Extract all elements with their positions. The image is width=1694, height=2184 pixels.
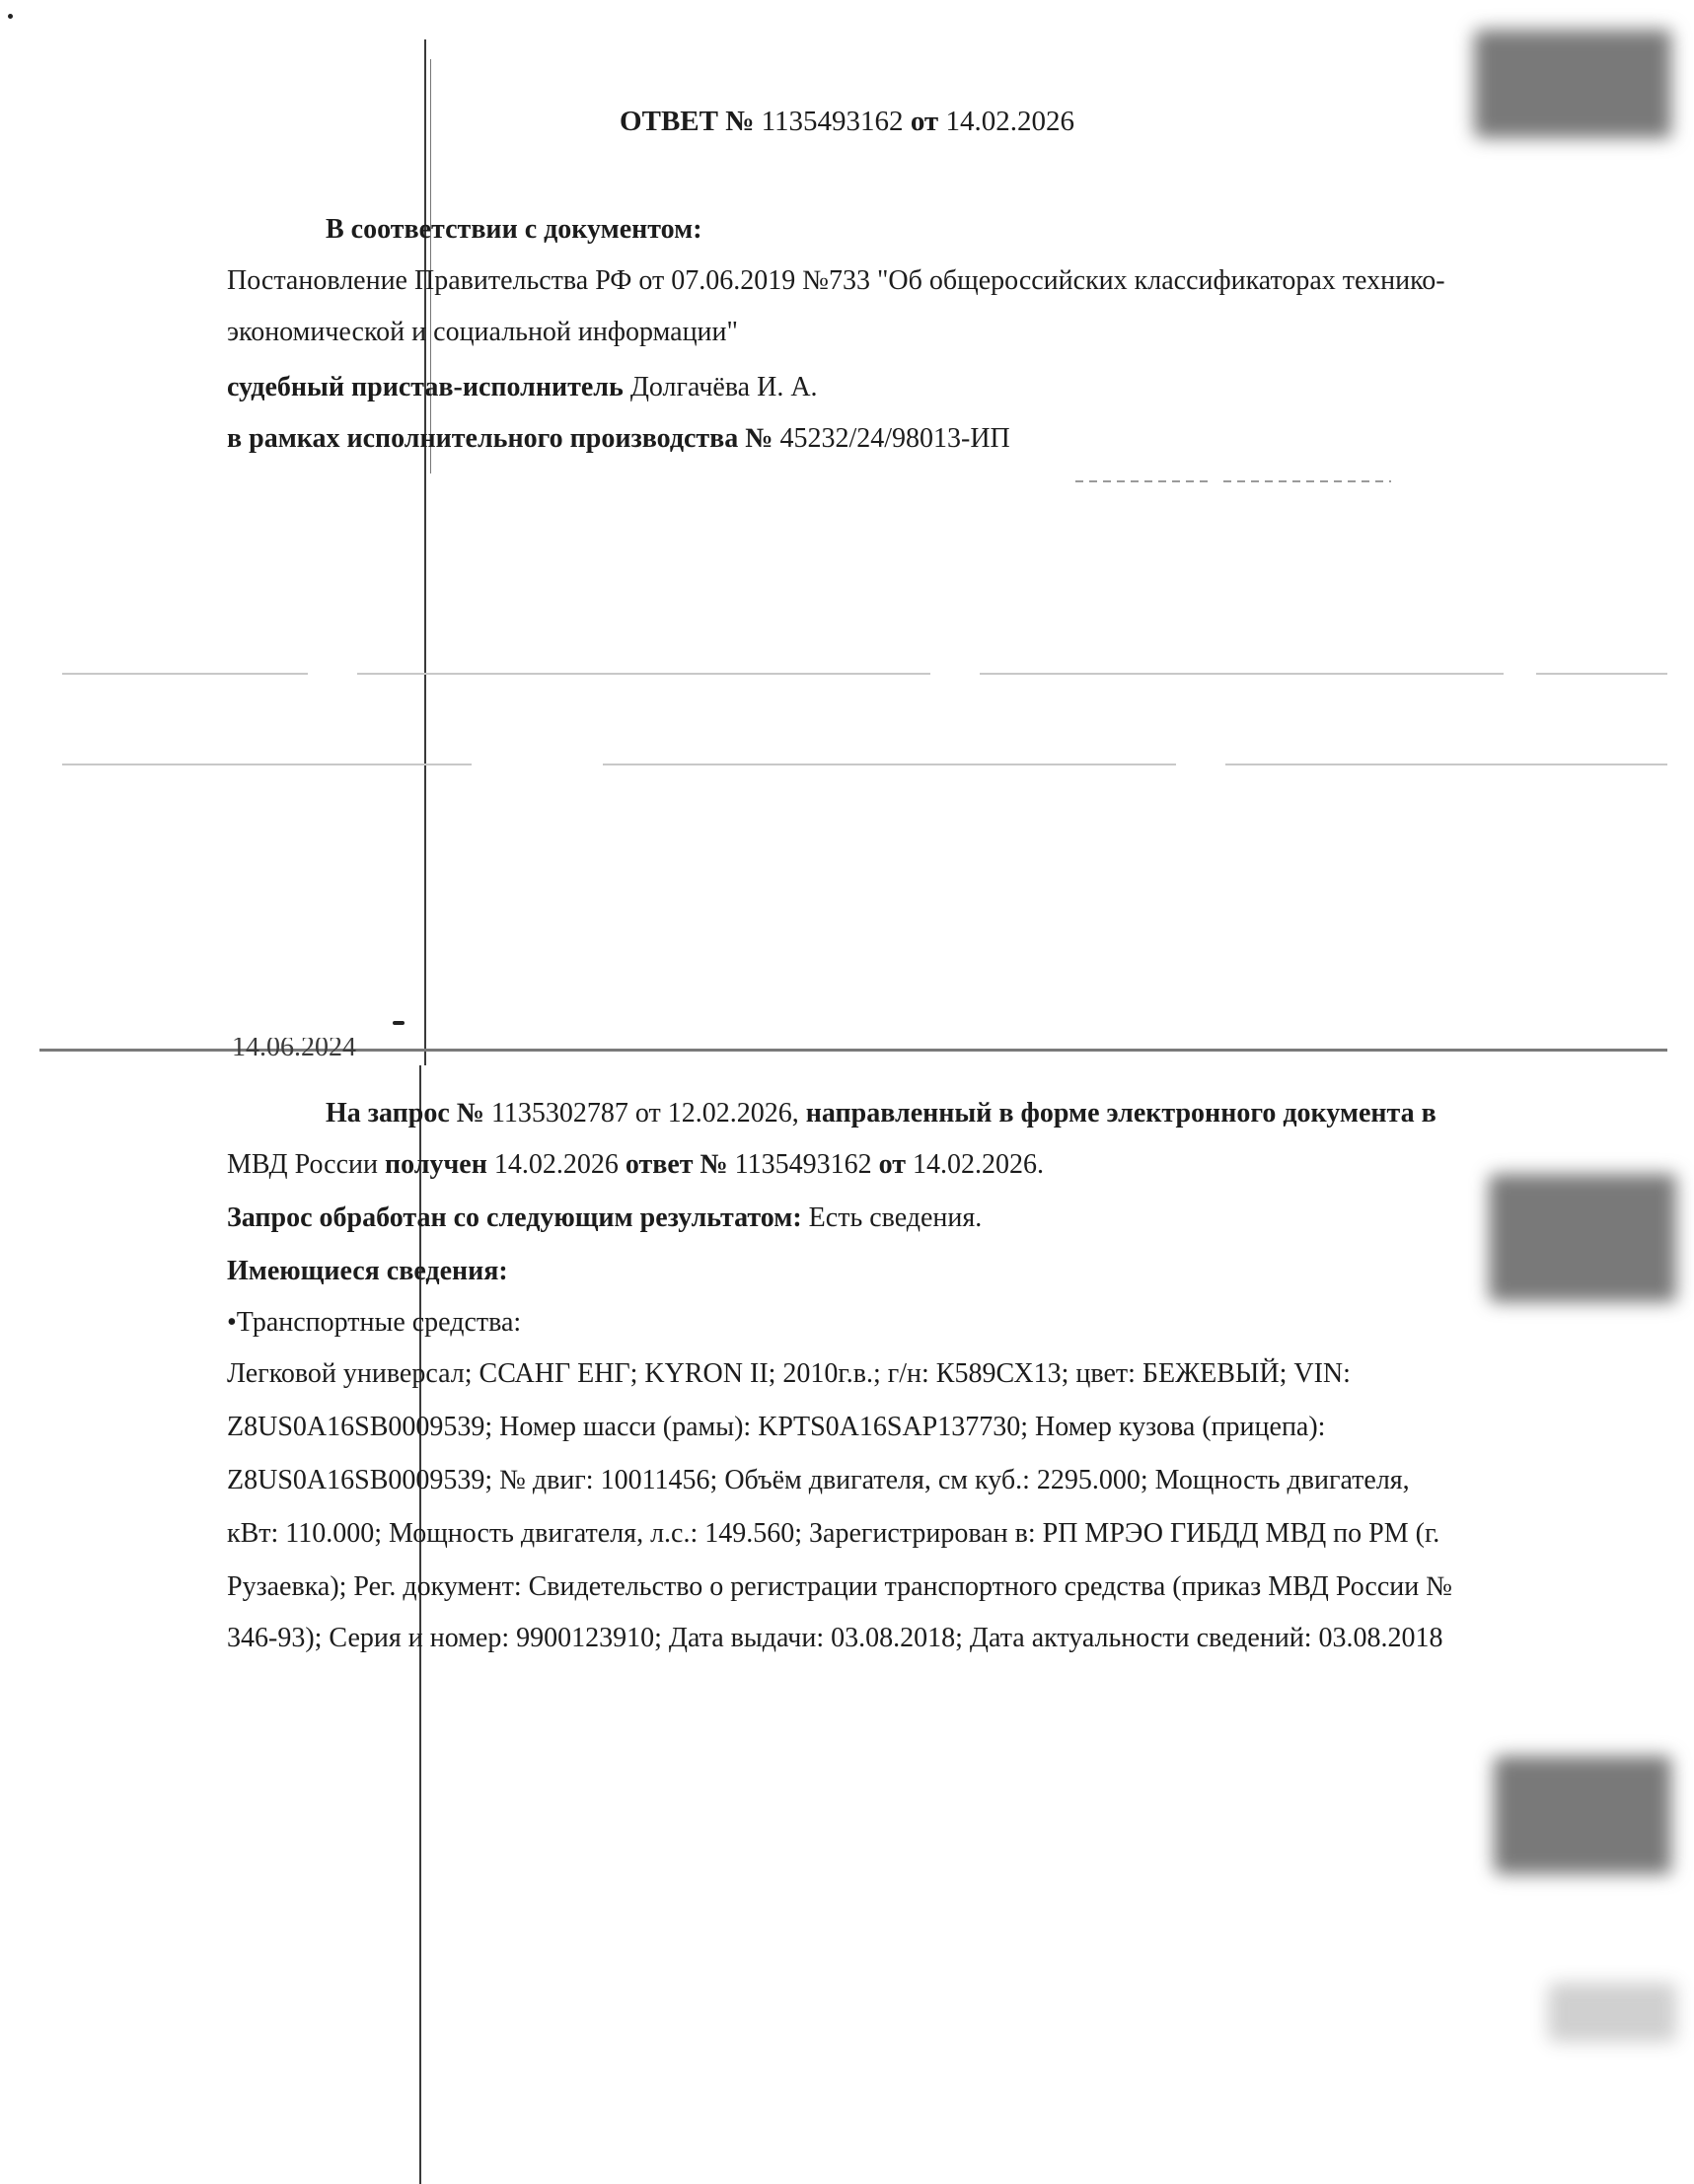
p2-e: 1135493162 (734, 1149, 872, 1180)
vehicle-line: Z8US0A16SB0009539; Номер шасси (рамы): KPTS0A16SAP137730; Номер кузова (прицепа): (227, 1412, 1326, 1442)
bailiff-line (227, 371, 818, 404)
response-title (0, 105, 1694, 138)
p2-a: МВД России (227, 1149, 379, 1180)
stray-date: 14.06.2024 (232, 1038, 356, 1061)
result-label: Запрос обработан со следующим результатом: (227, 1202, 802, 1233)
p2-b: получен (385, 1149, 487, 1180)
p1-c: направленный в форме электронного документа в (805, 1098, 1436, 1128)
toner-smudge (1490, 1174, 1677, 1302)
response-date: 14.02.2026 (945, 106, 1074, 137)
p2-c: 14.02.2026 (493, 1149, 619, 1180)
scan-dashes (1223, 480, 1391, 482)
case-number: 45232/24/98013-ИП (779, 423, 1010, 454)
vehicles-label: •Транспортные средства: (227, 1307, 522, 1338)
title-from: от (910, 106, 939, 137)
p2-d: ответ № (625, 1149, 728, 1180)
case-label: в рамках исполнительного производства № (227, 423, 773, 454)
case-line (227, 422, 1010, 456)
scan-dashes (1075, 480, 1214, 482)
available-label: Имеющиеся сведения: (227, 1256, 508, 1286)
p1-a: На запрос № (326, 1098, 484, 1128)
result-value: Есть сведения. (808, 1202, 983, 1233)
toner-smudge (1549, 1983, 1677, 2042)
response-paragraph-1 (326, 1097, 1436, 1130)
scan-vertical-line (424, 39, 426, 1065)
result-line (227, 1201, 982, 1235)
title-label: ОТВЕТ № (620, 106, 755, 137)
bailiff-name: Долгачёва И. А. (629, 372, 818, 402)
vehicle-line: Z8US0A16SB0009539; № двиг: 10011456; Объём двигателя, см куб.: 2295.000; Мощность двигателя, (227, 1465, 1410, 1495)
vehicle-line: Рузаевка); Рег. документ: Свидетельство о регистрации транспортного средства (приказ МВД России № (227, 1571, 1452, 1602)
basis-heading: В соответствии с документом: (326, 214, 702, 245)
response-paragraph-2 (227, 1148, 1044, 1182)
scan-speck (8, 14, 13, 19)
basis-document-line-2: экономической и социальной информации" (227, 317, 738, 347)
p1-b: 1135302787 от 12.02.2026, (490, 1098, 799, 1128)
bailiff-label: судебный пристав-исполнитель (227, 372, 624, 402)
p2-g: 14.02.2026. (913, 1149, 1045, 1180)
vehicle-line: 346-93); Серия и номер: 9900123910; Дата выдачи: 03.08.2018; Дата актуальности сведений: 03.08.2018 (227, 1623, 1443, 1653)
scan-horizontal-band (30, 764, 1667, 765)
vehicle-line: кВт: 110.000; Мощность двигателя, л.с.: 149.560; Зарегистрирован в: РП МРЭО ГИБДД МВД по РМ (г. (227, 1518, 1440, 1549)
vehicle-line: Легковой универсал; ССАНГ ЕНГ; KYRON II; 2010г.в.; г/н: К589СХ13; цвет: БЕЖЕВЫЙ; VIN: (227, 1358, 1351, 1389)
scan-speck (393, 1021, 405, 1025)
toner-smudge (1495, 1756, 1672, 1874)
scan-horizontal-band (30, 673, 1667, 675)
response-number: 1135493162 (761, 106, 904, 137)
basis-document-line-1: Постановление Правительства РФ от 07.06.2019 №733 "Об общероссийских классификаторах технико- (227, 265, 1445, 296)
p2-f: от (878, 1149, 907, 1180)
